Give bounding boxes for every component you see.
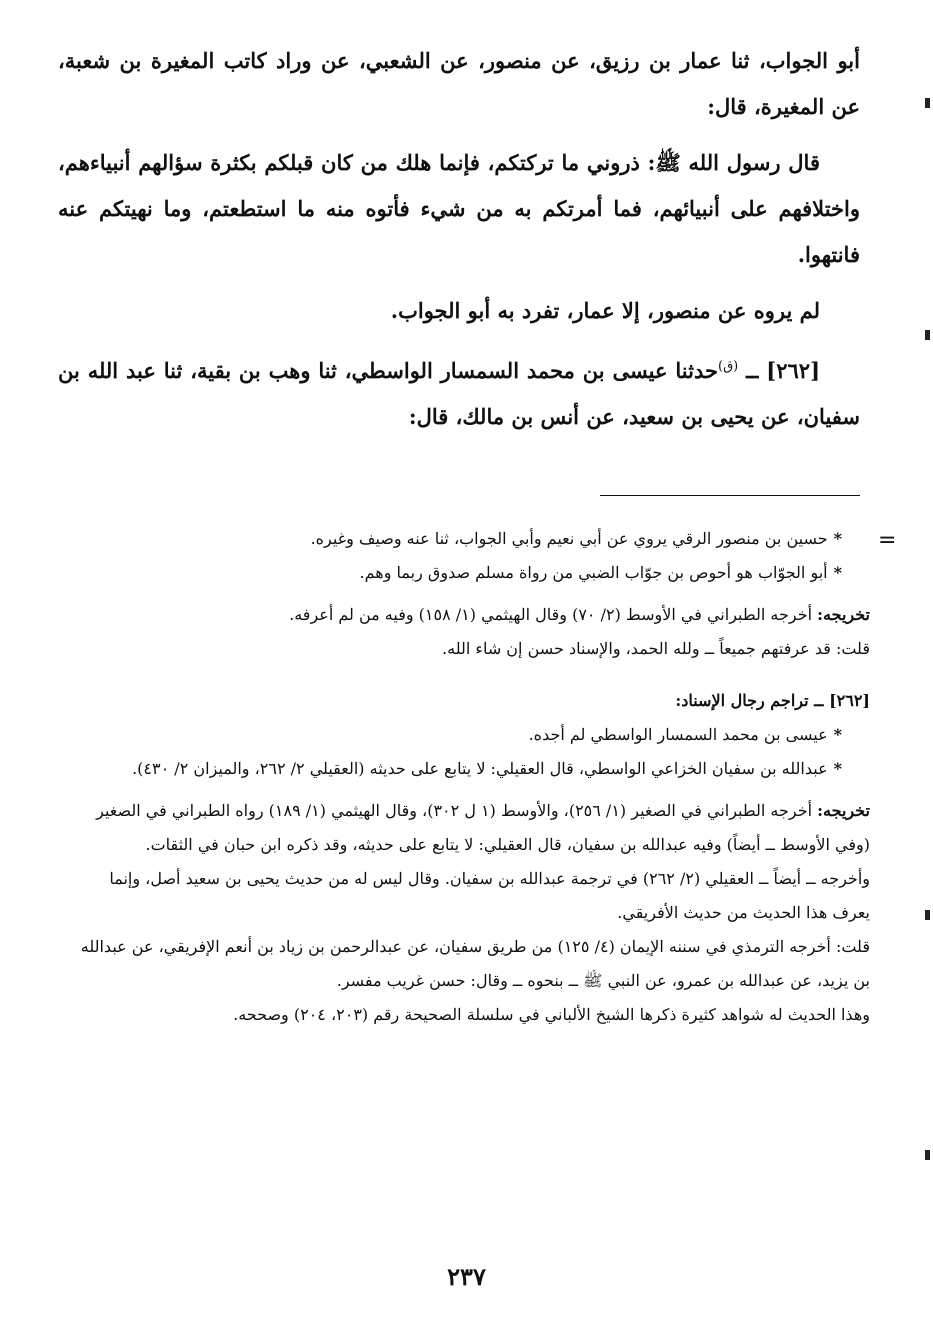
bio-line: *حسين بن منصور الرقي يروي عن أبي نعيم وأبي الجواب، ثنا عنه وصيف وغيره. bbox=[310, 529, 842, 548]
bullet: * bbox=[833, 529, 842, 548]
qult-262: قلت: أخرجه الترمذي في سننه الإيمان (٤/ ١٢٥) من طريق سفيان، عن عبدالرحمن بن زياد بن أنعم الإفريقي، عن عبدالله بن يزيد، عن عبدالله بن عمرو، عن النبي ﷺ ــ بنحوه ــ وقال: حسن غريب مفسر. bbox=[80, 937, 870, 990]
footnotes bbox=[70, 522, 870, 1032]
margin-mark bbox=[925, 910, 930, 920]
rijal-line: *عبدالله بن سفيان الخزاعي الواسطي، قال العقيلي: لا يتابع على حديثه (العقيلي ٢/ ٢٦٢، والميزان ٢/ ٤٣٠). bbox=[132, 759, 842, 778]
bullet: * bbox=[833, 563, 842, 582]
takhrij-262: تخريجه: أخرجه الطبراني في الصغير (١/ ٢٥٦)، والأوسط (١ ل ٣٠٢)، وقال الهيثمي (١/ ١٨٩) رواه الطبراني في الصغير (وفي الأوسط ــ أيضاً) وفيه عبدالله بن سفيان، قال العقيلي: لا يتابع على حديثه، وقد ذكره ابن حبان في الثقات. bbox=[96, 801, 870, 854]
previous-bios bbox=[70, 522, 870, 590]
rijal-line: *عيسى بن محمد السمسار الواسطي لم أجده. bbox=[528, 725, 842, 744]
main-text bbox=[58, 38, 860, 440]
bullet: * bbox=[833, 725, 842, 744]
bio-line: *أبو الجوّاب هو أحوص بن جوّاب الضبي من رواة مسلم صدوق ربما وهم. bbox=[359, 563, 842, 582]
footnote-separator bbox=[600, 495, 860, 496]
margin-mark bbox=[925, 98, 930, 108]
qult-line: قلت: قد عرفتهم جميعاً ــ ولله الحمد، والإسناد حسن إن شاء الله. bbox=[442, 639, 870, 658]
continuation-mark: = bbox=[878, 528, 897, 553]
hadith-text: قال رسول الله ﷺ: ذروني ما تركتكم، فإنما هلك من كان قبلكم بكثرة سؤالهم أنبياءهم، واختلافهم على أنبيائهم، فما أمرتكم به من شيء فأتوه منه ما استطعتم، وما نهيتكم عنه فانتهوا. bbox=[58, 150, 860, 267]
section-262-heading: [٢٦٢] ــ تراجم رجال الإسناد: bbox=[675, 691, 870, 710]
hadith-262 bbox=[58, 344, 860, 440]
page-number: ٢٣٧ bbox=[447, 1262, 486, 1291]
source-marker: (ق) bbox=[718, 359, 739, 374]
isnad-paragraph: أبو الجواب، ثنا عمار بن رزيق، عن منصور، عن الشعبي، عن وراد كاتب المغيرة بن شعبة، عن المغيرة، قال: bbox=[58, 48, 860, 119]
hadith-262-text: حدثنا عيسى بن محمد السمسار الواسطي، ثنا وهب بن بقية، ثنا عبد الله بن سفيان، عن يحيى بن سعيد، عن أنس بن مالك، قال: bbox=[58, 358, 860, 429]
bullet: * bbox=[833, 759, 842, 778]
margin-mark bbox=[925, 1150, 930, 1160]
takhrij-262-more: وأخرجه ــ أيضاً ــ العقيلي (٢/ ٢٦٢) في ترجمة عبدالله بن سفيان. وقال ليس له من حديث يحيى بن سعيد أصل، وإنما يعرف هذا الحديث من حديث الأفريقي. bbox=[109, 869, 870, 922]
takhrij-line: تخريجه: أخرجه الطبراني في الأوسط (٢/ ٧٠) وقال الهيثمي (١/ ١٥٨) وفيه من لم أعرفه. bbox=[289, 605, 870, 624]
shawahid-line: وهذا الحديث له شواهد كثيرة ذكرها الشيخ الألباني في سلسلة الصحيحة رقم (٢٠٣، ٢٠٤) وصححه. bbox=[233, 1005, 870, 1024]
margin-mark bbox=[925, 330, 930, 340]
hadith-number: [٢٦٢] ــ bbox=[746, 358, 820, 383]
commentary: لم يروه عن منصور، إلا عمار، تفرد به أبو الجواب. bbox=[390, 298, 820, 323]
